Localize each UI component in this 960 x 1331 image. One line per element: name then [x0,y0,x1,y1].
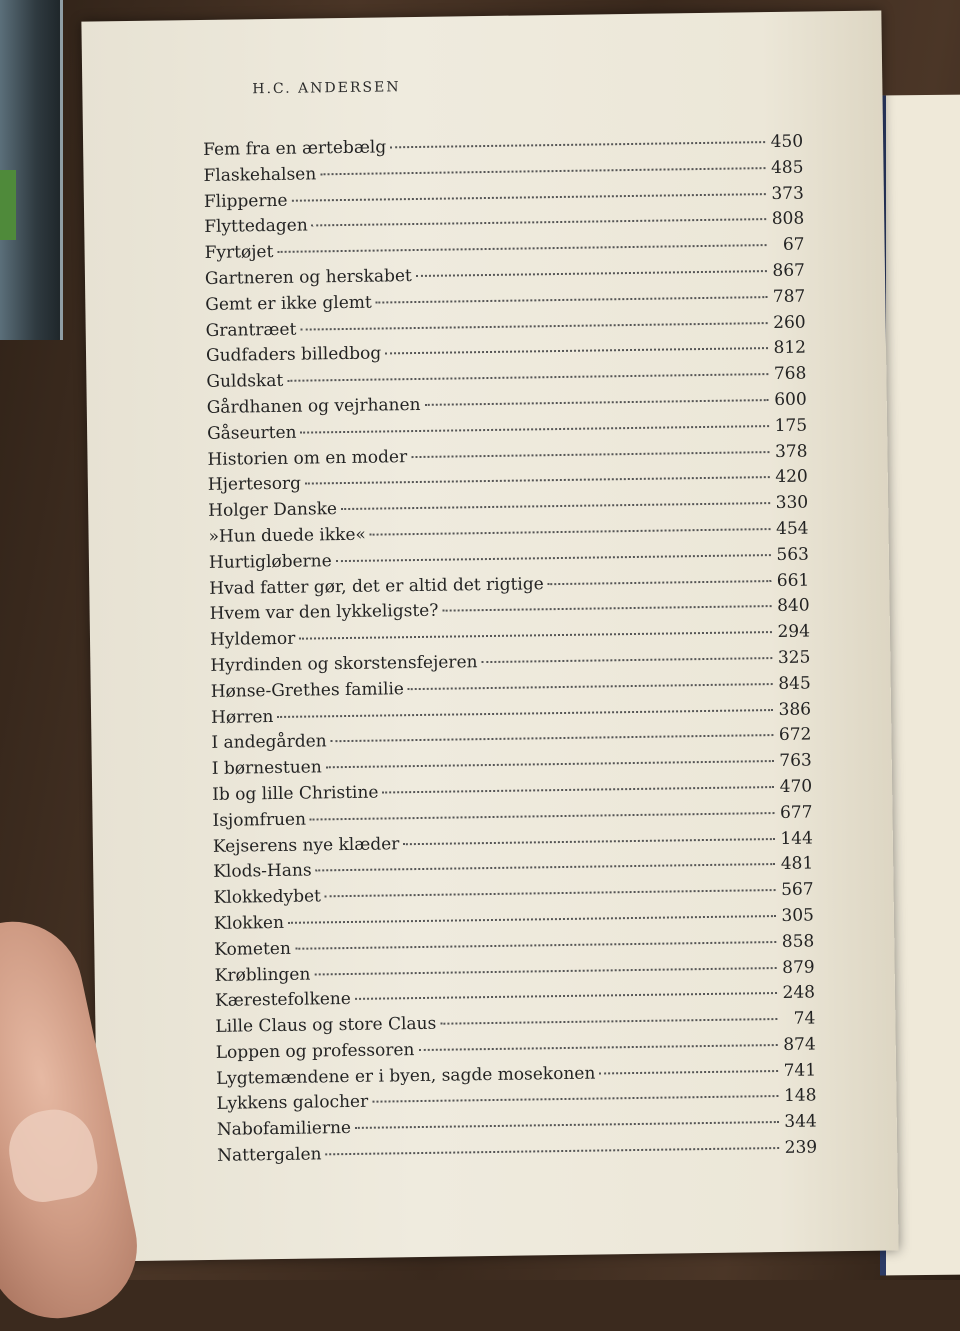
toc-title: Hørren [210,706,274,728]
toc-page-number: 600 [774,389,807,410]
leader-dots [599,1070,778,1074]
leader-dots [299,631,772,640]
toc-title: Hurtigløberne [208,550,332,573]
toc-title: Krøblingen [214,964,311,986]
leader-dots [411,451,769,458]
toc-page-number: 344 [784,1111,817,1133]
leader-dots [300,322,767,331]
toc-title: Gemt er ikke glemt [205,292,372,315]
toc-title: Holger Danske [208,499,338,522]
toc-title: Klods-Hans [213,860,312,883]
leader-dots [320,167,765,175]
toc-page-number: 248 [782,982,816,1004]
toc-page-number: 481 [780,853,814,875]
toc-title: Gårdhanen og vejrhanen [206,394,421,418]
leader-dots [403,838,775,845]
toc-title: Hyldemor [209,628,296,651]
toc-title: Hjertesorg [207,473,302,496]
toc-title: Hyrdinden og skorstensfejeren [210,652,478,676]
toc-page-number: 239 [784,1137,818,1159]
leader-dots [416,270,767,277]
toc-page-number: 470 [779,776,813,797]
leader-dots [292,193,766,202]
toc-page-number: 768 [773,363,807,385]
toc-page-number: 260 [773,312,806,333]
toc-page-number: 330 [775,492,809,514]
toc-title: Gåseurten [207,422,297,444]
leader-dots [316,863,776,871]
toc-title: Nattergalen [217,1144,322,1166]
toc-title: Kometen [214,938,291,960]
toc-title: Hønse-Grethes familie [210,678,405,702]
leader-dots [355,1121,779,1129]
toc-page-number: 867 [772,260,806,282]
leader-dots [305,476,770,484]
leader-dots [314,967,776,975]
leader-dots [440,1018,777,1025]
leader-dots [372,1096,778,1104]
toc-page-number: 672 [778,724,812,746]
toc-page-number: 378 [774,441,808,462]
toc-title: Lygtemændene er i byen, sagde mosekonen [216,1063,596,1089]
leader-dots [288,915,776,924]
toc-title: Fem fra en ærtebælg [203,137,387,160]
toc-page-number: 148 [783,1085,817,1107]
toc-title: Gudfaders billedbog [205,343,382,367]
toc-page-number: 144 [780,828,813,849]
toc-title: Lykkens galocher [216,1092,369,1115]
leader-dots [326,1147,780,1155]
leader-dots [408,683,773,690]
toc-page-number: 677 [779,802,813,823]
toc-title: Historien om en moder [207,446,408,470]
toc-title: Kejserens nye klæder [212,833,400,857]
toc-page-number: 175 [774,415,808,436]
leader-dots [326,760,774,768]
toc-page-number: 563 [776,544,810,565]
leader-dots [382,786,774,793]
toc-title: Hvad fatter gør, det er altid det rigtige [209,573,544,599]
toc-page-number: 812 [773,337,807,359]
leader-dots [312,218,766,226]
toc-page-number: 845 [778,673,811,694]
toc-title: Hvem var den lykkeligste? [209,601,439,625]
toc-page-number: 325 [777,647,811,668]
toc-page-number: 454 [775,518,809,539]
leader-dots [277,244,766,253]
toc-title: Flyttedagen [204,215,308,238]
leader-dots [295,941,776,950]
toc-title: Guldskat [206,371,284,393]
toc-page-number: 741 [783,1060,817,1081]
toc-title: Lille Claus og store Claus [215,1013,437,1037]
toc-title: Nabofamilierne [216,1118,352,1141]
leader-dots [287,373,768,382]
box-green-label [0,170,16,240]
toc-page-number: 294 [777,621,811,643]
table-of-contents [203,132,817,1172]
toc-title: Gartneren og herskabet [204,266,412,289]
toc-title: Kærestefolkene [214,989,352,1012]
leader-dots [341,502,770,510]
toc-page-number: 450 [770,131,804,153]
toc-title: I børnestuen [211,757,322,780]
leader-dots [370,528,771,536]
leader-dots [331,734,774,742]
leader-dots [355,992,777,1000]
toc-title: »Hun duede ikke« [208,524,366,547]
leader-dots [390,141,765,148]
book-page [81,10,898,1261]
leader-dots [442,605,771,612]
toc-page-number: 485 [770,157,804,178]
toc-page-number: 763 [779,750,812,772]
toc-page-number: 386 [778,699,812,720]
toc-page-number: 808 [771,208,805,230]
toc-page-number: 858 [781,931,815,952]
toc-title: Flaskehalsen [203,164,317,186]
leader-dots [301,425,770,434]
toc-page-number: 787 [772,286,806,307]
toc-title: I andegården [211,731,327,754]
leader-dots [425,399,769,406]
toc-title: Ib og lille Christine [212,782,379,805]
toc-title: Grantræet [205,319,297,341]
toc-page-number: 67 [782,234,805,256]
toc-title: Klokkedybet [213,886,322,908]
toc-page-number: 373 [771,183,804,204]
leader-dots [325,889,776,897]
leader-dots [376,296,768,303]
leader-dots [277,709,773,718]
toc-page-number: 879 [782,957,815,978]
leader-dots [385,347,768,354]
toc-page-number: 661 [776,570,810,591]
toc-page-number: 874 [783,1034,816,1055]
leader-dots [418,1044,777,1051]
running-header: H.C. ANDERSEN [252,79,401,98]
toc-page-number: 74 [793,1008,816,1029]
toc-title: Loppen og professoren [215,1039,415,1063]
toc-page-number: 305 [781,905,815,926]
toc-page-number: 567 [780,879,814,901]
leader-dots [548,580,772,585]
toc-title: Isjomfruen [212,809,307,831]
toc-title: Flipperne [203,190,288,212]
toc-page-number: 420 [775,466,808,488]
leader-dots [310,812,775,820]
toc-title: Klokken [213,912,285,934]
leader-dots [336,554,771,562]
leader-dots [481,657,772,663]
toc-title: Fyrtøjet [204,242,274,264]
toc-page-number: 840 [777,595,810,617]
